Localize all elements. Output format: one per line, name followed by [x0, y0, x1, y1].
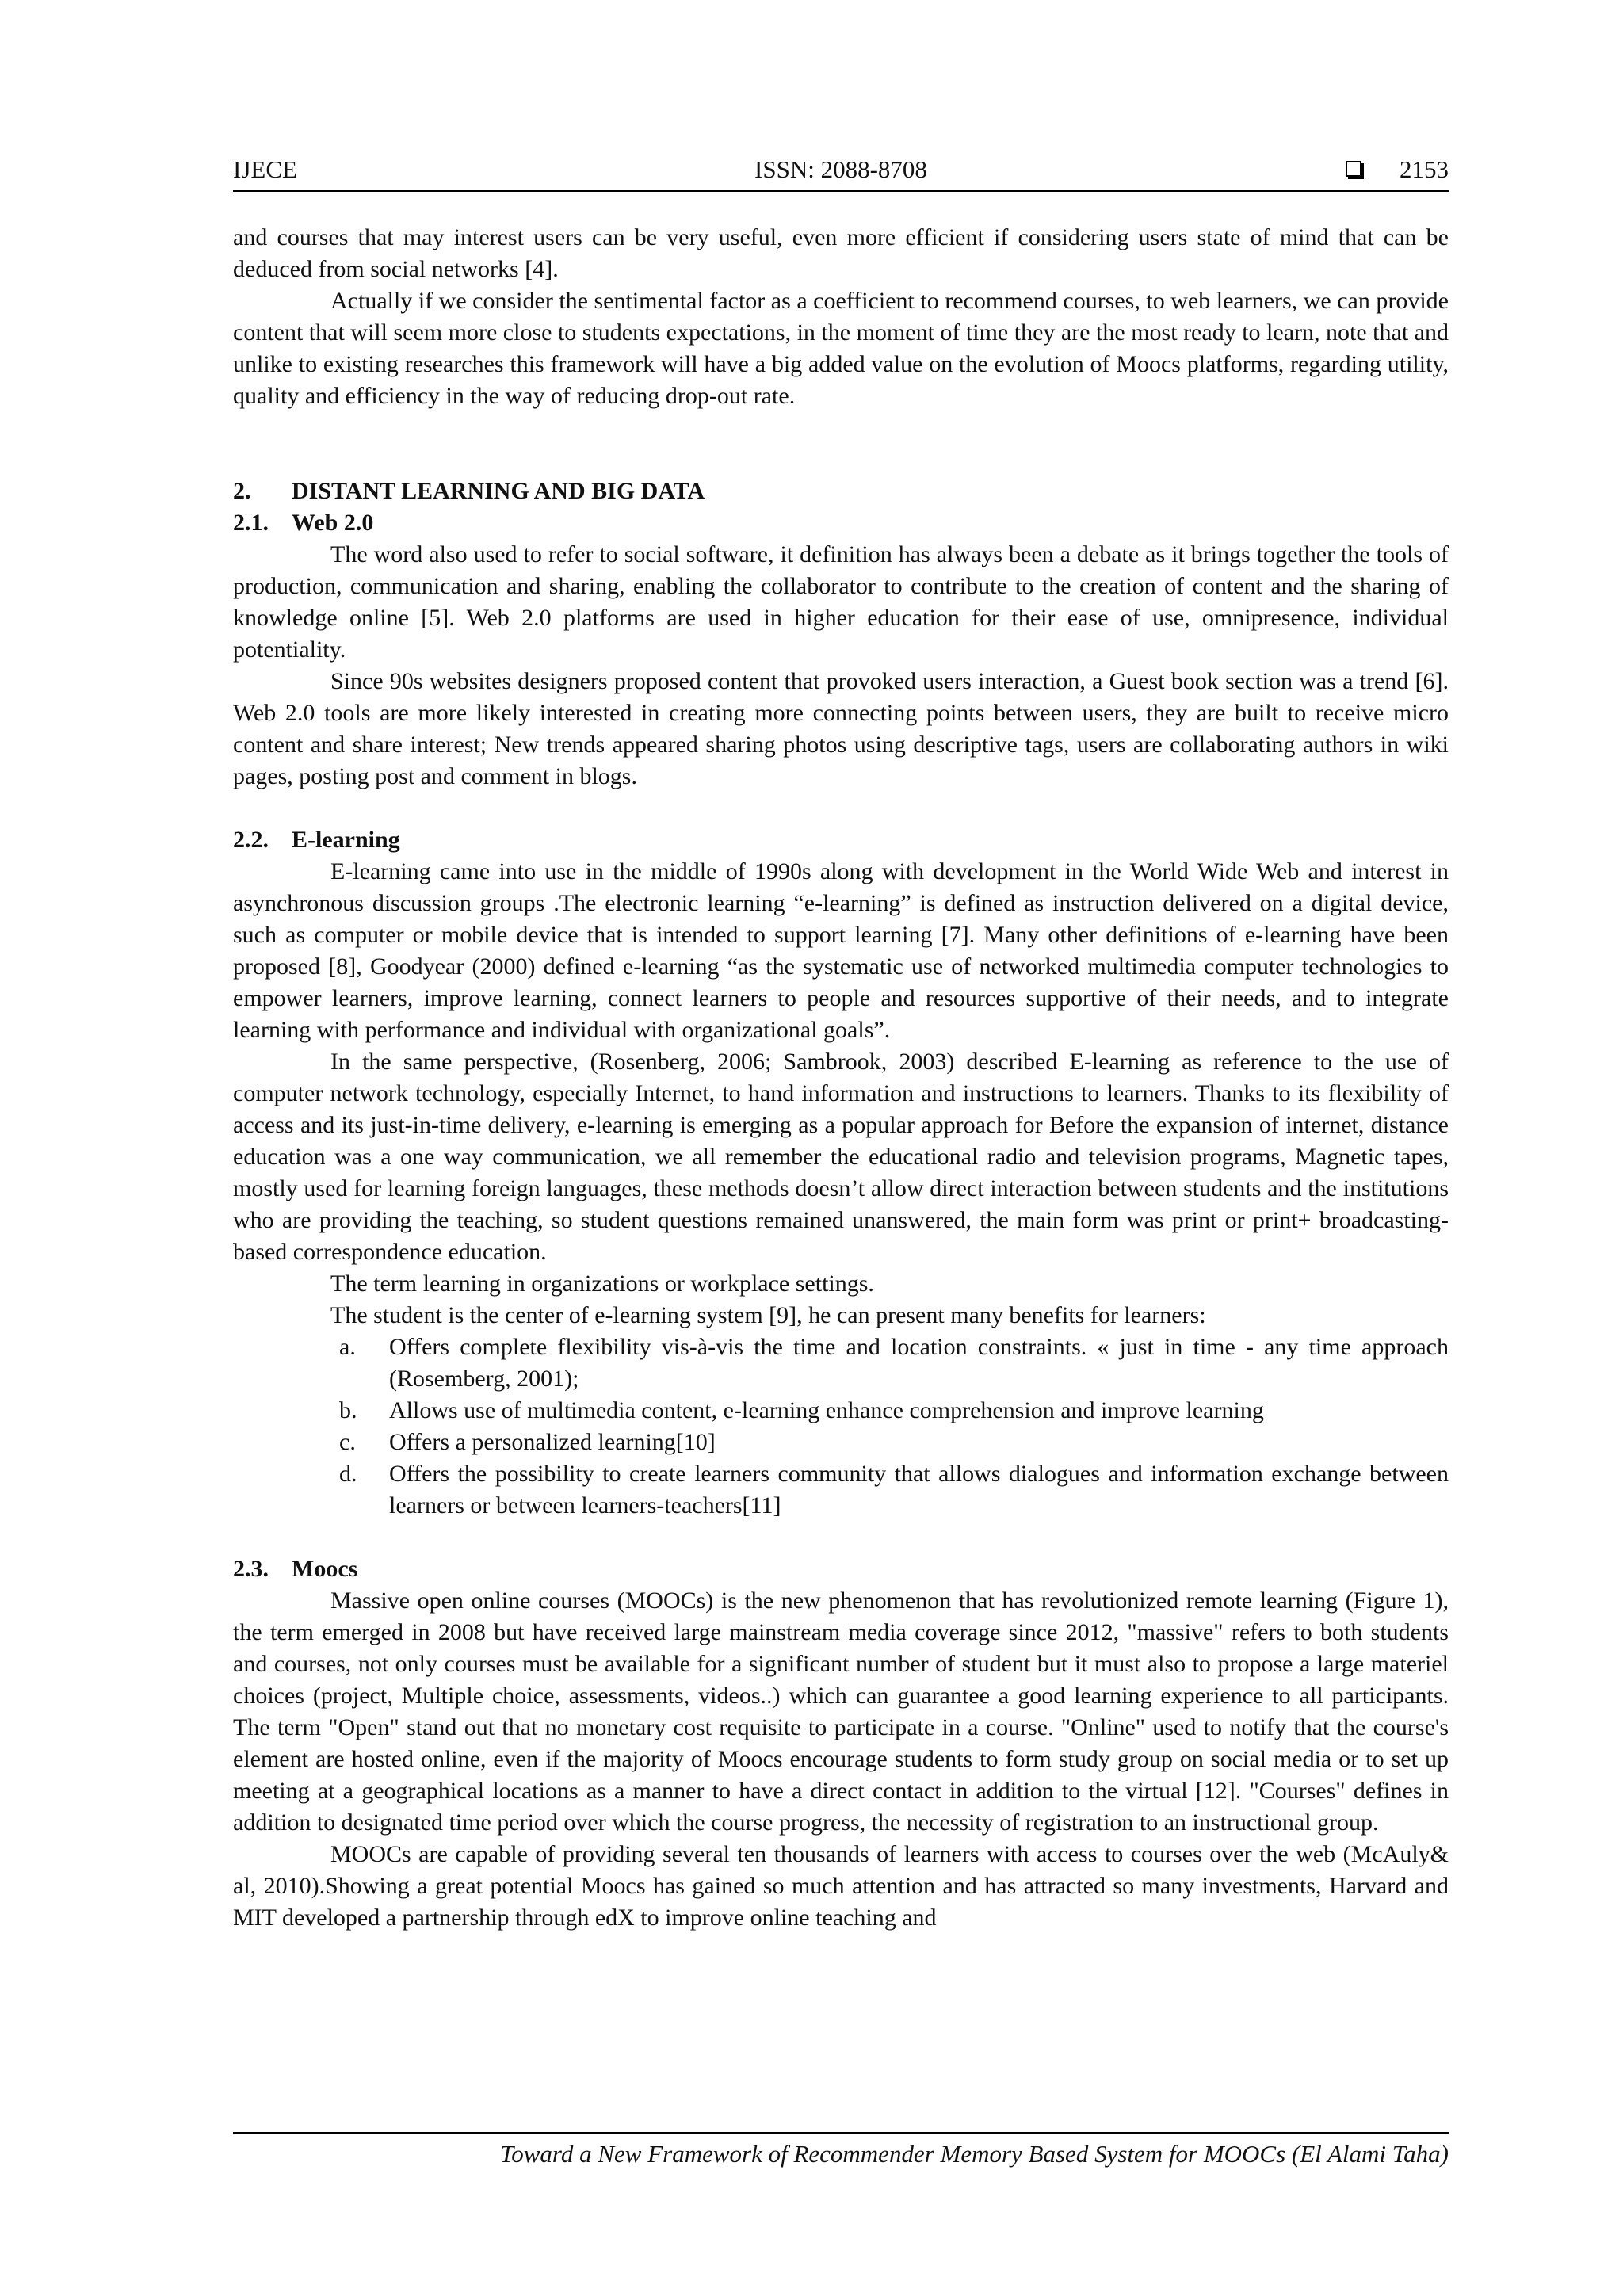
elearning-paragraph-3: The term learning in organizations or workplace settings.	[330, 1270, 874, 1297]
page-body	[233, 222, 1449, 1934]
subsection-title: Moocs	[292, 1556, 358, 1582]
subsection-heading-elearning	[233, 824, 1449, 856]
section-heading	[233, 476, 1449, 507]
moocs-paragraph-1: Massive open online courses (MOOCs) is the new phenomenon that has revolutionized remote learning (Figure 1), the term emerged in 2008 but have received large mainstream media coverage since 2012, "massive" refers to both students and courses, not only courses must be available for a significant number of student but it must also to propose a large materiel choices (project, Multiple choice, assessments, videos..) which can guarantee a good learning experience to all participants. The term "Open" stand out that no monetary cost requisite to participate in a course. "Online" used to notify that the course's element are hosted online, even if the majority of Moocs encourage students to form study group on social media or to set up meeting at a geographical locations as a manner to have a direct contact in addition to the virtual [12]. "Courses" defines in addition to designated time period over which the course progress, the necessity of registration to an instructional group.	[233, 1587, 1449, 1836]
list-text: Offers complete flexibility vis-à-vis the time and location constraints. « just in time - any time approach (Rosemberg, 2001);	[389, 1334, 1449, 1392]
elearning-paragraph-2: In the same perspective, (Rosenberg, 2006; Sambrook, 2003) described E-learning as reference to the use of computer network technology, especially Internet, to hand information and instructions to learners. Thanks to its flexibility of access and its just-in-time delivery, e-learning is emerging as a popular approach for Before the expansion of internet, distance education was a one way communication, we all remember the educational radio and television programs, Magnetic tapes, mostly used for learning foreign languages, these methods doesn’t allow direct interaction between students and the institutions who are providing the teaching, so student questions remained unanswered, the main form was print or print+ broadcasting-based correspondence education.	[233, 1049, 1449, 1265]
section-title: DISTANT LEARNING AND BIG DATA	[292, 478, 705, 504]
section-number: 2.	[233, 478, 251, 504]
running-header	[233, 155, 1449, 192]
running-footer: Toward a New Framework of Recommender Memory Based System for MOOCs (El Alami Taha)	[499, 2140, 1449, 2168]
elearning-paragraph-4: The student is the center of e-learning system [9], he can present many benefits for learners:	[330, 1302, 1206, 1328]
moocs-paragraph-2: MOOCs are capable of providing several ten thousands of learners with access to courses over the web (McAuly& al, 2010).Showing a great potential Moocs has gained so much attention and has attracted so many investments, Harvard and MIT developed a partnership through edX to improve online teaching and	[233, 1841, 1449, 1931]
subsection-heading-web20	[233, 507, 1449, 539]
list-label: d.	[339, 1461, 357, 1487]
list-text: Allows use of multimedia content, e-learning enhance comprehension and improve learning	[389, 1397, 1264, 1423]
subsection-number: 2.1.	[233, 510, 269, 536]
page-number: 2153	[1400, 155, 1449, 183]
list-label: b.	[339, 1397, 357, 1423]
subsection-title: Web 2.0	[292, 510, 374, 536]
footer-rule	[233, 2132, 1449, 2134]
list-label: c.	[339, 1429, 356, 1455]
list-text: Offers the possibility to create learners community that allows dialogues and information exchange between learners or between learners-teachers[11]	[389, 1461, 1449, 1519]
square-bullet-icon	[1346, 161, 1361, 177]
list-item	[233, 1331, 1449, 1395]
paper-page	[233, 0, 1449, 2296]
intro-paragraph-2: Actually if we consider the sentimental factor as a coefficient to recommend courses, to web learners, we can provide content that will seem more close to students expectations, in the moment of time they are the most ready to learn, note that and unlike to existing researches this framework will have a big added value on the evolution of Moocs platforms, regarding utility, quality and efficiency in the way of reducing drop-out rate.	[233, 288, 1449, 409]
elearning-paragraph-1: E-learning came into use in the middle of 1990s along with development in the World Wide Web and interest in asynchronous discussion groups .The electronic learning “e-learning” is defined as instruction delivered on a digital device, such as computer or mobile device that is intended to support learning [7]. Many other definitions of e-learning have been proposed [8], Goodyear (2000) defined e-learning “as the systematic use of networked multimedia computer technologies to empower learners, improve learning, connect learners to people and resources supportive of their needs, and to integrate learning with performance and individual with organizational goals”.	[233, 858, 1449, 1043]
list-text: Offers a personalized learning[10]	[389, 1429, 716, 1455]
issn: ISSN: 2088-8708	[754, 155, 927, 183]
subsection-number: 2.3.	[233, 1556, 269, 1582]
intro-paragraph-1: and courses that may interest users can be very useful, even more efficient if considering users state of mind that can be deduced from social networks [4].	[233, 224, 1449, 282]
subsection-heading-moocs	[233, 1553, 1449, 1585]
journal-name: IJECE	[233, 155, 297, 183]
list-item	[233, 1395, 1449, 1427]
list-item	[233, 1427, 1449, 1458]
list-label: a.	[339, 1334, 356, 1360]
web20-paragraph-1: The word also used to refer to social software, it definition has always been a debate as it brings together the tools of production, communication and sharing, enabling the collaborator to contribute to the creation of content and the sharing of knowledge online [5]. Web 2.0 platforms are used in higher education for their ease of use, omnipresence, individual potentiality.	[233, 541, 1449, 663]
subsection-title: E-learning	[292, 827, 400, 853]
subsection-number: 2.2.	[233, 827, 269, 853]
web20-paragraph-2: Since 90s websites designers proposed content that provoked users interaction, a Guest book section was a trend [6]. Web 2.0 tools are more likely interested in creating more connecting points between users, they are built to receive micro content and share interest; New trends appeared sharing photos using descriptive tags, users are collaborating authors in wiki pages, posting post and comment in blogs.	[233, 668, 1449, 789]
list-item	[233, 1458, 1449, 1522]
